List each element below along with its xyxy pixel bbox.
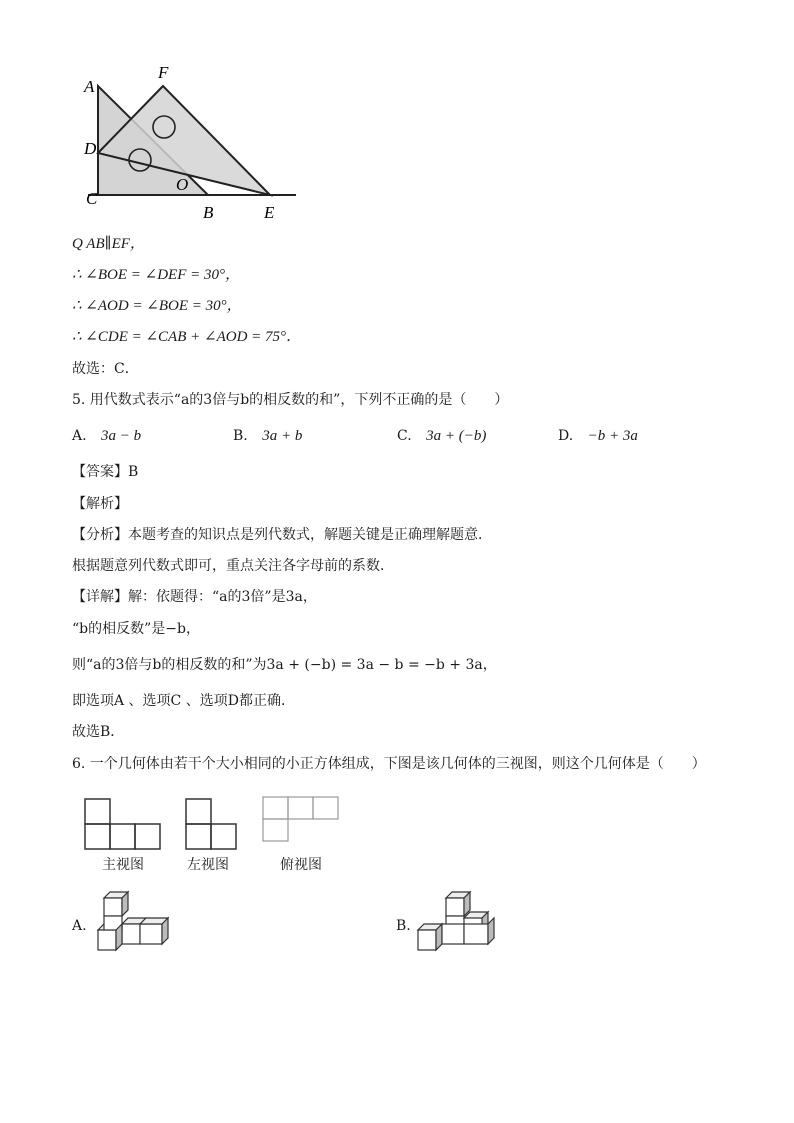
q5-option-b	[233, 427, 302, 445]
q5-detail-3: 则“a的3倍与b的相反数的和”为3a + (−b) = 3a − b = −b + 3a，	[72, 657, 497, 673]
top-view	[263, 797, 338, 841]
q5-detail-1: 【详解】解：依题得：“a的3倍”是3a，	[72, 589, 317, 605]
left-view	[186, 799, 236, 849]
label-o: O	[176, 175, 189, 194]
q5-option-c	[397, 427, 486, 445]
solution-line-4: ∴ ∠CDE = ∠CAB + ∠AOD = 75°．	[72, 329, 302, 345]
q5-analysis-line: 【分析】本题考查的知识点是列代数式，解题关键是正确理解题意．	[72, 527, 492, 543]
label-d: D	[84, 139, 97, 158]
q5-option-a	[72, 427, 141, 445]
label-c: C	[86, 189, 98, 208]
front-view-caption: 主视图	[102, 857, 144, 873]
three-views-figure	[80, 792, 350, 852]
q5-option-d	[558, 427, 638, 445]
option-label: B.	[233, 428, 248, 444]
option-label: D.	[558, 428, 574, 444]
q6-option-b-label: B.	[396, 918, 411, 934]
solution-line-2: ∴ ∠BOE = ∠DEF = 30°，	[72, 267, 240, 283]
label-b: B	[203, 203, 214, 222]
q6-option-a-label: A.	[72, 918, 87, 934]
q5-hint-line: 根据题意列代数式即可，重点关注各字母前的系数．	[72, 558, 394, 574]
front-view	[85, 799, 160, 849]
q6-option-a-solid	[92, 890, 182, 955]
q5-answer: 【答案】B	[72, 464, 139, 480]
q5-detail-2: “b的相反数”是−b，	[72, 621, 200, 637]
solution-conclusion: 故选：C．	[72, 361, 139, 377]
q5-detail-4: 即选项A 、选项C 、选项D都正确．	[72, 693, 295, 709]
q5-analysis-title: 【解析】	[72, 496, 128, 512]
q6-option-b-solid	[414, 890, 504, 955]
label-e: E	[264, 203, 275, 222]
label-a: A	[84, 77, 95, 96]
label-f: F	[158, 63, 169, 82]
option-text: 3a + (−b)	[426, 428, 487, 444]
q5-conclusion: 故选B．	[72, 724, 125, 740]
left-view-caption: 左视图	[187, 857, 229, 873]
solution-line-3: ∴ ∠AOD = ∠BOE = 30°，	[72, 298, 242, 314]
option-text: 3a + b	[262, 428, 303, 444]
solution-line-1: Q AB∥EF，	[72, 236, 145, 252]
option-text: −b + 3a	[587, 428, 638, 444]
option-label: C.	[397, 428, 412, 444]
question-6-stem: 6. 一个几何体由若干个大小相同的小正方体组成，下图是该几何体的三视图，则这个几何体是（ ）	[72, 756, 706, 772]
option-text: 3a − b	[101, 428, 142, 444]
question-5-stem: 5. 用代数式表示“a的3倍与b的相反数的和”，下列不正确的是（ ）	[72, 392, 509, 408]
geometry-figure	[78, 58, 308, 223]
option-label: A.	[72, 428, 87, 444]
top-view-caption: 俯视图	[280, 857, 322, 873]
